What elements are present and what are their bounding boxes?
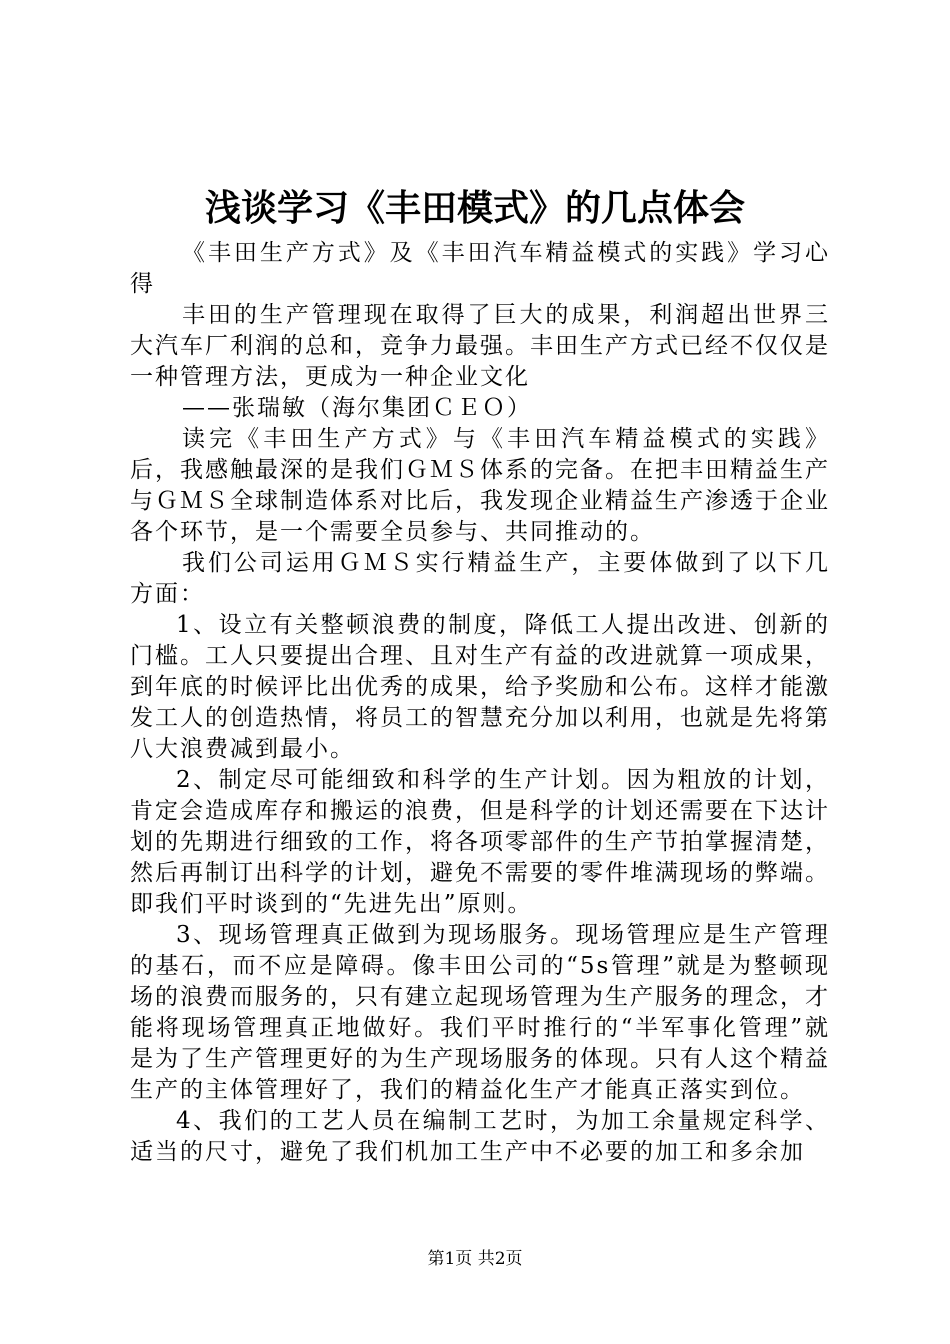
paragraph-point-4: 4、我们的工艺人员在编制工艺时，为加工余量规定科学、适当的尺寸，避免了我们机加工生产中不必要的加工和多余加: [130, 1108, 830, 1165]
page-number-footer: 第1页 共2页: [427, 1249, 523, 1269]
paragraph-point-1: 1、设立有关整顿浪费的制度，降低工人提出改进、创新的门槛。工人只要提出合理、且对生产有益的改进就算一项成果，到年底的时候评比出优秀的成果，给予奖励和公布。这样才能激发工人的创造热情，将员工的智慧充分加以利用，也就是先将第八大浪费减到最小。: [130, 612, 830, 762]
paragraph-quote: 丰田的生产管理现在取得了巨大的成果，利润超出世界三大汽车厂利润的总和，竞争力最强。丰田生产方式已经不仅仅是一种管理方法，更成为一种企业文化: [130, 302, 830, 390]
paragraph-quote-attribution: ——张瑞敏（海尔集团ＣＥＯ）: [182, 395, 532, 421]
paragraph-point-3: 3、现场管理真正做到为现场服务。现场管理应是生产管理的基石，而不应是障碍。像丰田公司的“5s管理”就是为整顿现场的浪费而服务的，只有建立起现场管理为生产服务的理念，才能将现场管理真正地做好。我们平时推行的“半军事化管理”就是为了生产管理更好的为生产现场服务的体现。只有人这个精益生产的主体管理好了，我们的精益化生产才能真正落实到位。: [130, 922, 830, 1103]
document-title: 浅谈学习《丰田模式》的几点体会: [204, 188, 745, 229]
paragraph-summary: 我们公司运用ＧＭＳ实行精益生产，主要体做到了以下几方面：: [130, 550, 830, 607]
paragraph-intro: 读完《丰田生产方式》与《丰田汽车精益模式的实践》后，我感触最深的是我们ＧＭＳ体系的完备。在把丰田精益生产与ＧＭＳ全球制造体系对比后，我发现企业精益生产渗透于企业各个环节，是一个需要全员参与、共同推动的。: [130, 426, 830, 545]
paragraph-subtitle: 《丰田生产方式》及《丰田汽车精益模式的实践》学习心得: [130, 240, 830, 297]
document-body: [130, 238, 830, 1168]
paragraph-point-2: 2、制定尽可能细致和科学的生产计划。因为粗放的计划，肯定会造成库存和搬运的浪费，但是科学的计划还需要在下达计划的先期进行细致的工作，将各项零部件的生产节拍掌握清楚，然后再制订出科学的计划，避免不需要的零件堆满现场的弊端。即我们平时谈到的“先进先出”原则。: [130, 767, 830, 917]
